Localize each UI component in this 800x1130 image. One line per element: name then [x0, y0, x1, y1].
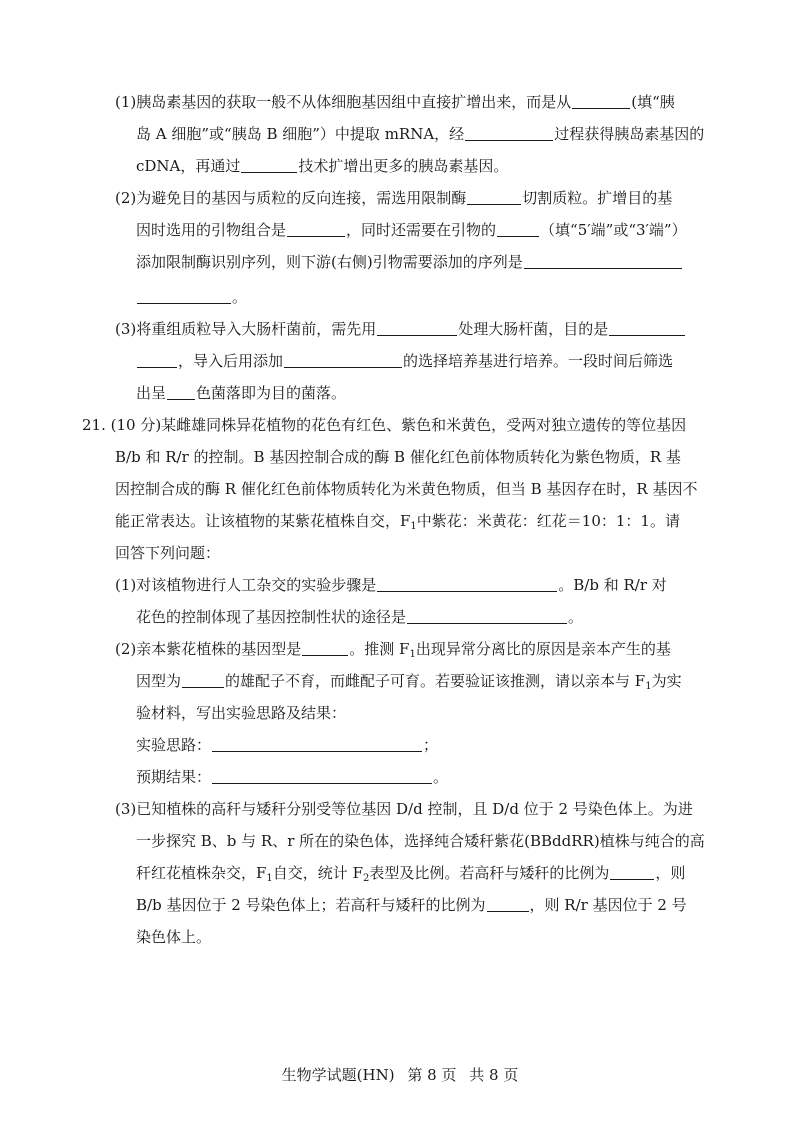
q21-intro-line5: 回答下列问题：: [115, 544, 221, 562]
footer-subject: 生物学试题(HN): [281, 1066, 395, 1084]
q21-p3-line3: 秆红花植株杂交，$F_1$自交，统计 $F_2$表型及比例。若高秆与矮秆的比例为 ，则: [136, 864, 686, 884]
q21-p1-line1: (1)对该植物进行人工杂交的实验步骤是 。B/b 和 R/r 对: [115, 576, 667, 594]
q20-p2-line3: 添加限制酶识别序列，则下游(右侧)引物需要添加的序列是: [136, 252, 683, 272]
q21-p2-line2: 因型为 的雄配子不育，而雌配子可育。若要验证该推测，请以亲本与 $F_1$为实: [136, 672, 682, 692]
page-footer: [0, 1065, 800, 1085]
q21-p2-line1: (2)亲本紫花植株的基因型是 。推测 $F_1$出现异常分离比的原因是亲本产生的基: [115, 640, 671, 660]
q20-p3-line1: (3)将重组质粒导入大肠杆菌前，需先用 处理大肠杆菌，目的是: [115, 319, 686, 339]
footer-total-pages: 共 8 页: [469, 1066, 519, 1084]
answer-blank[interactable]: [167, 384, 195, 400]
q20-p1-line3: cDNA，再通过 技术扩增出更多的胰岛素基因。: [136, 157, 509, 175]
q21-p2-line3: 验材料，写出实验思路及结果：: [136, 704, 347, 722]
answer-blank[interactable]: [212, 768, 432, 784]
q21-p2-line5: 预期结果： 。: [136, 768, 449, 786]
q20-p2-line2: 因时选用的引物组合是 ，同时还需要在引物的 （填“5′端”或“3′端”）: [136, 221, 687, 239]
q20-p2-line1: (2)为避免目的基因与质粒的反向连接，需选用限制酶 切割质粒。扩增目的基: [115, 189, 673, 207]
answer-blank[interactable]: [497, 221, 539, 237]
answer-blank[interactable]: [284, 352, 402, 368]
q21-p2-line4: 实验思路： ；: [136, 736, 439, 754]
q21-intro-line2: B/b 和 R/r 的控制。B 基因控制合成的酶 B 催化红色前体物质转化为紫色物质，R 基: [115, 448, 681, 466]
q21-p3-line5: 染色体上。: [136, 928, 212, 946]
q21-p3-line4: B/b 基因位于 2 号染色体上；若高秆与矮秆的比例为 ，则 R/r 基因位于 2 号: [136, 896, 687, 914]
q20-p3-line3: 出呈 色菌落即为目的菌落。: [136, 384, 347, 402]
answer-blank[interactable]: [302, 640, 348, 656]
answer-blank[interactable]: [407, 608, 567, 624]
answer-blank[interactable]: [287, 221, 345, 237]
answer-blank[interactable]: [137, 352, 177, 368]
answer-blank[interactable]: [487, 896, 529, 912]
q21-p3-line1: (3)已知植株的高秆与矮秆分别受等位基因 D/d 控制，且 D/d 位于 2 号染色体上。为进: [115, 800, 693, 818]
answer-blank[interactable]: [467, 189, 521, 205]
answer-blank[interactable]: [465, 125, 553, 141]
q21-intro-line4: 能正常表达。让该植物的某紫花植株自交，$F_1$中紫花：米黄花：红花＝10：1：1。请: [115, 512, 680, 532]
q21-p3-line2: 一步探究 B、b 与 R、r 所在的染色体，选择纯合矮秆紫花(BBddRR)植株与纯合的高: [136, 832, 705, 850]
answer-blank[interactable]: [377, 576, 557, 592]
q20-p1-line2: 岛 A 细胞”或“胰岛 B 细胞”）中提取 mRNA，经 过程获得胰岛素基因的: [136, 125, 705, 143]
answer-blank[interactable]: [610, 864, 654, 880]
q21-intro-line1: 21. (10 分)某雌雄同株异花植物的花色有红色、紫色和米黄色，受两对独立遗传的等位基因: [82, 416, 687, 434]
q20-p3-line2: ，导入后用添加 的选择培养基进行培养。一段时间后筛选: [136, 351, 673, 371]
q21-intro-line3: 因控制合成的酶 R 催化红色前体物质转化为米黄色物质，但当 B 基因存在时，R 基因不: [115, 480, 698, 498]
answer-blank[interactable]: [137, 288, 231, 304]
footer-page-number: 第 8 页: [407, 1066, 457, 1084]
answer-blank[interactable]: [572, 93, 630, 109]
answer-blank[interactable]: [377, 320, 457, 336]
answer-blank[interactable]: [241, 157, 297, 173]
answer-blank[interactable]: [609, 320, 685, 336]
answer-blank[interactable]: [524, 253, 682, 269]
q20-p2-line4: 。: [136, 287, 247, 307]
answer-blank[interactable]: [182, 672, 224, 688]
q21-p1-line2: 花色的控制体现了基因控制性状的途径是 。: [136, 608, 584, 626]
q20-p1-line1: (1)胰岛素基因的获取一般不从体细胞基因组中直接扩增出来，而是从 (填“胰: [115, 93, 675, 111]
answer-blank[interactable]: [212, 736, 422, 752]
